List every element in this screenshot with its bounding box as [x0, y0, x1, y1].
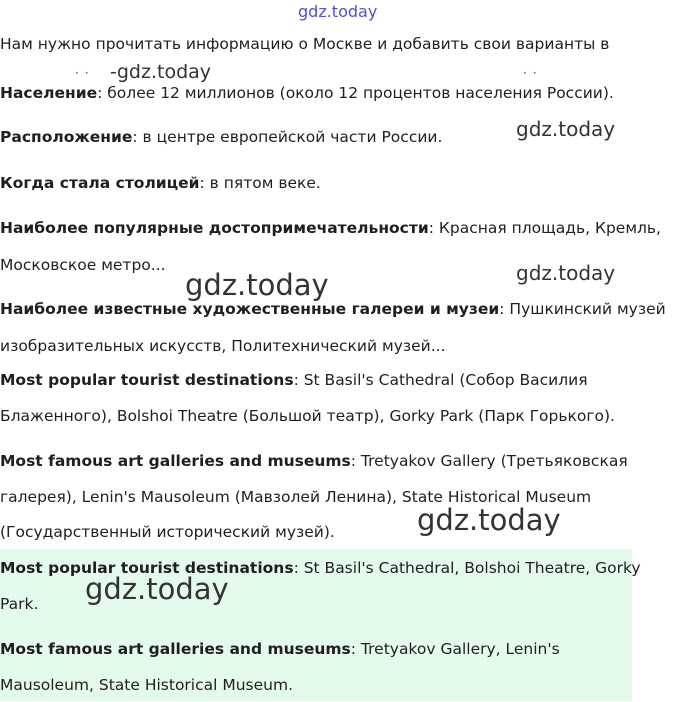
ellipsis-mark: ··	[523, 66, 543, 80]
ellipsis-mark: ··	[75, 66, 95, 80]
fact-label: Most famous art galleries and museums	[0, 452, 351, 470]
fact-sights	[0, 219, 661, 237]
fact-label: Наиболее популярные достопримечательности	[0, 219, 429, 237]
fact-destinations-cont: Блаженного), Bolshoi Theatre (Большой театр), Gorky Park (Парк Горького).	[0, 407, 615, 425]
fact-galleries-cont2: (Государственный исторический музей).	[0, 523, 335, 541]
fact-galleries-cont: галерея), Lenin's Mausoleum (Мавзолей Ленина), State Historical Museum	[0, 488, 592, 506]
fact-capital	[0, 174, 321, 192]
fact-label: Наиболее известные художественные галереи и музеи	[0, 300, 500, 318]
watermark: gdz.today	[85, 572, 229, 606]
answer-galleries	[0, 640, 560, 658]
answer-galleries-cont: Mausoleum, State Historical Museum.	[0, 676, 294, 694]
fact-label: Население	[0, 84, 98, 102]
fact-galleries	[0, 452, 628, 470]
answer-text: : Tretyakov Gallery, Lenin's	[350, 640, 560, 658]
fact-text: : Красная площадь, Кремль,	[428, 219, 661, 237]
fact-text: : в центре европейской части России.	[132, 128, 443, 146]
fact-text: : Пушкинский музей	[499, 300, 666, 318]
watermark: gdz.today	[417, 503, 561, 537]
watermark-top: gdz.today	[298, 2, 378, 21]
intro-line: Нам нужно прочитать информацию о Москве и добавить свои варианты в	[0, 35, 610, 53]
fact-destinations	[0, 371, 588, 389]
fact-sights-cont: Московское метро...	[0, 256, 166, 274]
answer-label: Most famous art galleries and museums	[0, 640, 351, 658]
fact-label: Most popular tourist destinations	[0, 371, 294, 389]
fact-text: : более 12 миллионов (около 12 процентов населения России).	[97, 84, 614, 102]
answer-text: : St Basil's Cathedral, Bolshoi Theatre, Gorky	[293, 559, 641, 577]
fact-population	[0, 84, 614, 102]
watermark: gdz.today	[185, 268, 329, 302]
answer-destinations-cont: Park.	[0, 595, 39, 613]
fact-text: : Tretyakov Gallery (Третьяковская	[350, 452, 628, 470]
watermark: gdz.today	[516, 117, 616, 141]
fact-label: Когда стала столицей	[0, 174, 200, 192]
fact-museums-ru-cont: изобразительных искусств, Политехнический музей...	[0, 337, 446, 355]
fact-museums-ru	[0, 300, 666, 318]
fact-text: : St Basil's Cathedral (Собор Василия	[293, 371, 588, 389]
watermark: gdz.today	[516, 261, 616, 285]
answer-label: Most popular tourist destinations	[0, 559, 294, 577]
fact-text: : в пятом веке.	[199, 174, 321, 192]
watermark-partial: -gdz.today	[110, 61, 212, 83]
fact-location	[0, 128, 442, 146]
fact-label: Расположение	[0, 128, 133, 146]
